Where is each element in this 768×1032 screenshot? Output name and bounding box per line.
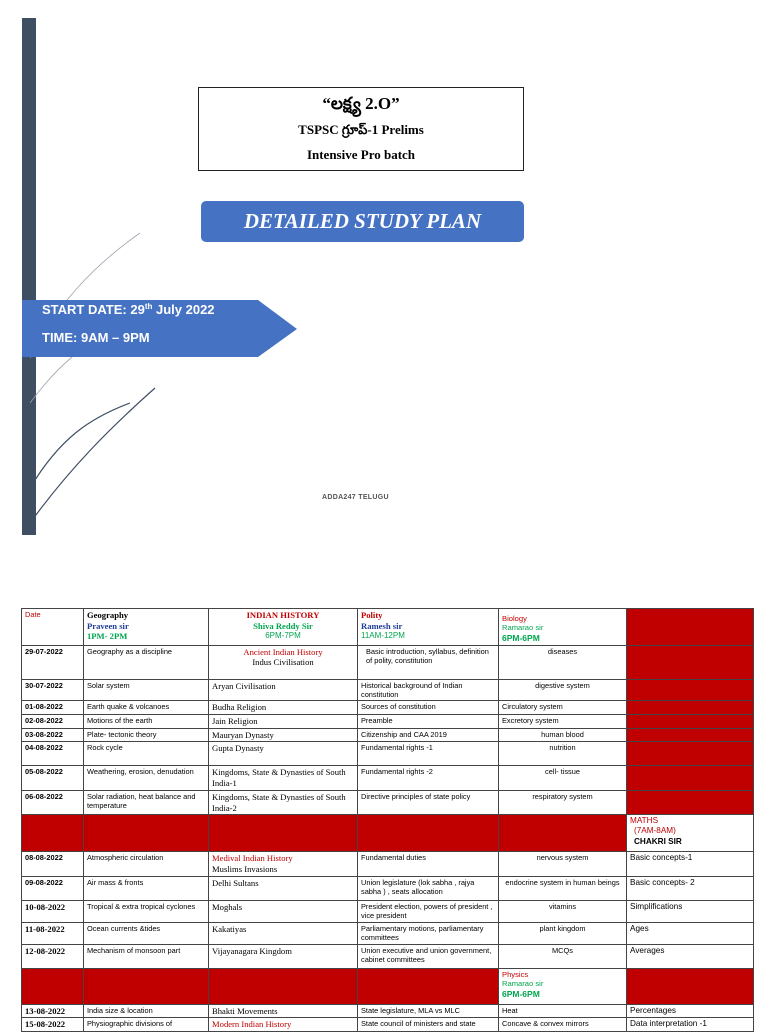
maths-cell (627, 790, 754, 814)
history-topic: Vijayanagara Kingdom (212, 945, 292, 956)
polity-cell: Fundamental rights -1 (358, 742, 499, 766)
date-header: Date (22, 609, 84, 646)
history-cell (209, 790, 358, 814)
table-row (22, 645, 754, 679)
geography-cell: Earth quake & volcanoes (84, 701, 209, 715)
geography-cell: Geography as a discipline (84, 645, 209, 679)
biology-cell: Concave & convex mirrors (499, 1018, 627, 1032)
date-cell: 29-07-2022 (22, 645, 84, 679)
polity-cell: Union executive and union government, cabinet committees (358, 944, 499, 968)
geography-header: Geography Praveen sir 1PM- 2PM (84, 609, 209, 646)
date-cell: 01-08-2022 (22, 701, 84, 715)
geography-cell: Rock cycle (84, 742, 209, 766)
polity-cell: Citizenship and CAA 2019 (358, 728, 499, 742)
physics-break-row (22, 968, 754, 1004)
table-row (22, 701, 754, 715)
table-row (22, 922, 754, 944)
history-topic: Aryan Civilisation (212, 680, 276, 691)
history-cell (209, 852, 358, 876)
doc-subtitle: TSPSC గ్రూప్-1 Prelims (298, 122, 424, 137)
date-cell: 30-07-2022 (22, 679, 84, 701)
maths-cell (627, 714, 754, 728)
history-topic: Kingdoms, State & Dynasties of South India-2 (212, 791, 346, 813)
table-row (22, 742, 754, 766)
table-row (22, 766, 754, 790)
empty-red-cell (627, 609, 754, 646)
biology-cell: Heat (499, 1004, 627, 1018)
time-range: TIME: 9AM – 9PM (42, 330, 150, 345)
history-topic: Bhakti Movements (212, 1005, 278, 1016)
start-date: START DATE: 29th July 2022 (42, 302, 215, 317)
maths-cell: Averages (627, 944, 754, 968)
polity-cell: Parliamentary motions, parliamentary committees (358, 922, 499, 944)
table-row (22, 900, 754, 922)
history-topic: Mauryan Dynasty (212, 729, 274, 740)
publisher-footer: ADDA247 TELUGU (322, 494, 389, 501)
history-cell (209, 701, 358, 715)
red-cell (358, 968, 499, 1004)
biology-cell: cell- tissue (499, 766, 627, 790)
biology-cell: Excretory system (499, 714, 627, 728)
history-cell (209, 645, 358, 679)
study-plan-banner: DETAILED STUDY PLAN (201, 201, 524, 242)
maths-cell (627, 645, 754, 679)
date-cell: 05-08-2022 (22, 766, 84, 790)
table-row (22, 944, 754, 968)
biology-cell: MCQs (499, 944, 627, 968)
table-row (22, 1018, 754, 1032)
study-plan-table (21, 608, 754, 1032)
maths-break-row (22, 815, 754, 852)
physics-header: Physics Ramarao sir 6PM-6PM (499, 968, 627, 1004)
history-section-title: Modern Indian History (212, 1019, 292, 1030)
polity-cell: Directive principles of state policy (358, 790, 499, 814)
maths-cell: Data interpretation -1 (627, 1018, 754, 1032)
history-cell (209, 714, 358, 728)
history-topic: Kakatiyas (212, 923, 247, 934)
table-row (22, 852, 754, 876)
history-cell (209, 922, 358, 944)
date-cell: 11-08-2022 (22, 922, 84, 944)
history-topic: Indus Civilisation (252, 657, 314, 668)
table-row (22, 728, 754, 742)
history-topic: Budha Religion (212, 702, 267, 713)
polity-cell: Fundamental duties (358, 852, 499, 876)
maths-cell (627, 728, 754, 742)
history-topic: Delhi Sultans (212, 877, 259, 888)
polity-cell: Union legislature (lok sabha , rajya sabha ) , seats allocation (358, 876, 499, 900)
date-cell: 13-08-2022 (22, 1004, 84, 1018)
maths-cell: Simplifications (627, 900, 754, 922)
geography-cell: India size & location (84, 1004, 209, 1018)
date-cell: 04-08-2022 (22, 742, 84, 766)
maths-cell (627, 766, 754, 790)
history-topic: Muslims Invasions (212, 863, 278, 874)
doc-title: “లక్ష్య 2.O” (322, 94, 400, 113)
history-topic: Kingdoms, State & Dynasties of South India-1 (212, 767, 346, 789)
biology-cell: human blood (499, 728, 627, 742)
polity-cell: President election, powers of president , vice president (358, 900, 499, 922)
red-cell (209, 815, 358, 852)
red-cell (627, 968, 754, 1004)
biology-cell: nervous system (499, 852, 627, 876)
history-topic: Gupta Dynasty (212, 743, 264, 754)
date-cell: 06-08-2022 (22, 790, 84, 814)
geography-cell: Tropical & extra tropical cyclones (84, 900, 209, 922)
biology-cell: respiratory system (499, 790, 627, 814)
maths-cell: Basic concepts- 2 (627, 876, 754, 900)
maths-cell (627, 742, 754, 766)
table-row (22, 1004, 754, 1018)
polity-cell: Sources of constitution (358, 701, 499, 715)
date-cell: 08-08-2022 (22, 852, 84, 876)
history-cell (209, 766, 358, 790)
date-cell: 12-08-2022 (22, 944, 84, 968)
maths-cell: Percentages (627, 1004, 754, 1018)
title-box (198, 87, 524, 171)
biology-cell: vitamins (499, 900, 627, 922)
geography-cell: Air mass & fronts (84, 876, 209, 900)
history-cell (209, 944, 358, 968)
red-cell (358, 815, 499, 852)
date-cell: 15-08-2022 (22, 1018, 84, 1032)
biology-header: Biology Ramarao sir 6PM-6PM (499, 609, 627, 646)
maths-cell (627, 679, 754, 701)
history-cell (209, 1004, 358, 1018)
red-cell (84, 968, 209, 1004)
history-section-title: Ancient Indian History (243, 646, 323, 657)
history-cell (209, 679, 358, 701)
history-cell (209, 876, 358, 900)
biology-cell: digestive system (499, 679, 627, 701)
geography-cell: Ocean currents &tides (84, 922, 209, 944)
geography-cell: Weathering, erosion, denudation (84, 766, 209, 790)
date-cell: 02-08-2022 (22, 714, 84, 728)
polity-cell: Fundamental rights -2 (358, 766, 499, 790)
geography-cell: Motions of the earth (84, 714, 209, 728)
date-cell: 10-08-2022 (22, 900, 84, 922)
biology-cell: nutrition (499, 742, 627, 766)
maths-header: MATHS (7AM-8AM) CHAKRI SIR (627, 815, 754, 852)
biology-cell: diseases (499, 645, 627, 679)
decorative-lines (30, 18, 210, 538)
polity-header: Polity Ramesh sir 11AM-12PM (358, 609, 499, 646)
history-cell (209, 1018, 358, 1032)
table-row (22, 876, 754, 900)
polity-cell: State council of ministers and state (358, 1018, 499, 1032)
polity-cell: State legislature, MLA vs MLC (358, 1004, 499, 1018)
table-row (22, 714, 754, 728)
red-cell (209, 968, 358, 1004)
history-cell (209, 900, 358, 922)
history-cell (209, 728, 358, 742)
polity-cell: Basic introduction, syllabus, definition of polity, constitution (358, 645, 499, 679)
history-cell (209, 742, 358, 766)
geography-cell: Solar system (84, 679, 209, 701)
geography-cell: Atmospheric circulation (84, 852, 209, 876)
history-topic: Jain Religion (212, 715, 258, 726)
red-cell (22, 815, 84, 852)
maths-cell (627, 701, 754, 715)
history-header: INDIAN HISTORY Shiva Reddy Sir 6PM-7PM (209, 609, 358, 646)
geography-cell: Plate- tectonic theory (84, 728, 209, 742)
maths-cell: Basic concepts-1 (627, 852, 754, 876)
table-row (22, 790, 754, 814)
geography-cell: Physiographic divisions of (84, 1018, 209, 1032)
date-cell: 03-08-2022 (22, 728, 84, 742)
batch-name: Intensive Pro batch (306, 147, 416, 162)
history-topic: Moghals (212, 901, 243, 912)
geography-cell: Solar radiation, heat balance and temperature (84, 790, 209, 814)
red-cell (22, 968, 84, 1004)
table-row (22, 679, 754, 701)
geography-cell: Mechanism of monsoon part (84, 944, 209, 968)
polity-cell: Historical background of Indian constitution (358, 679, 499, 701)
biology-cell: plant kingdom (499, 922, 627, 944)
history-section-title: Medival Indian History (212, 853, 293, 864)
red-cell (499, 815, 627, 852)
biology-cell: endocrine system in human beings (499, 876, 627, 900)
header-row (22, 609, 754, 646)
biology-cell: Circulatory system (499, 701, 627, 715)
polity-cell: Preamble (358, 714, 499, 728)
maths-cell: Ages (627, 922, 754, 944)
date-cell: 09-08-2022 (22, 876, 84, 900)
red-cell (84, 815, 209, 852)
